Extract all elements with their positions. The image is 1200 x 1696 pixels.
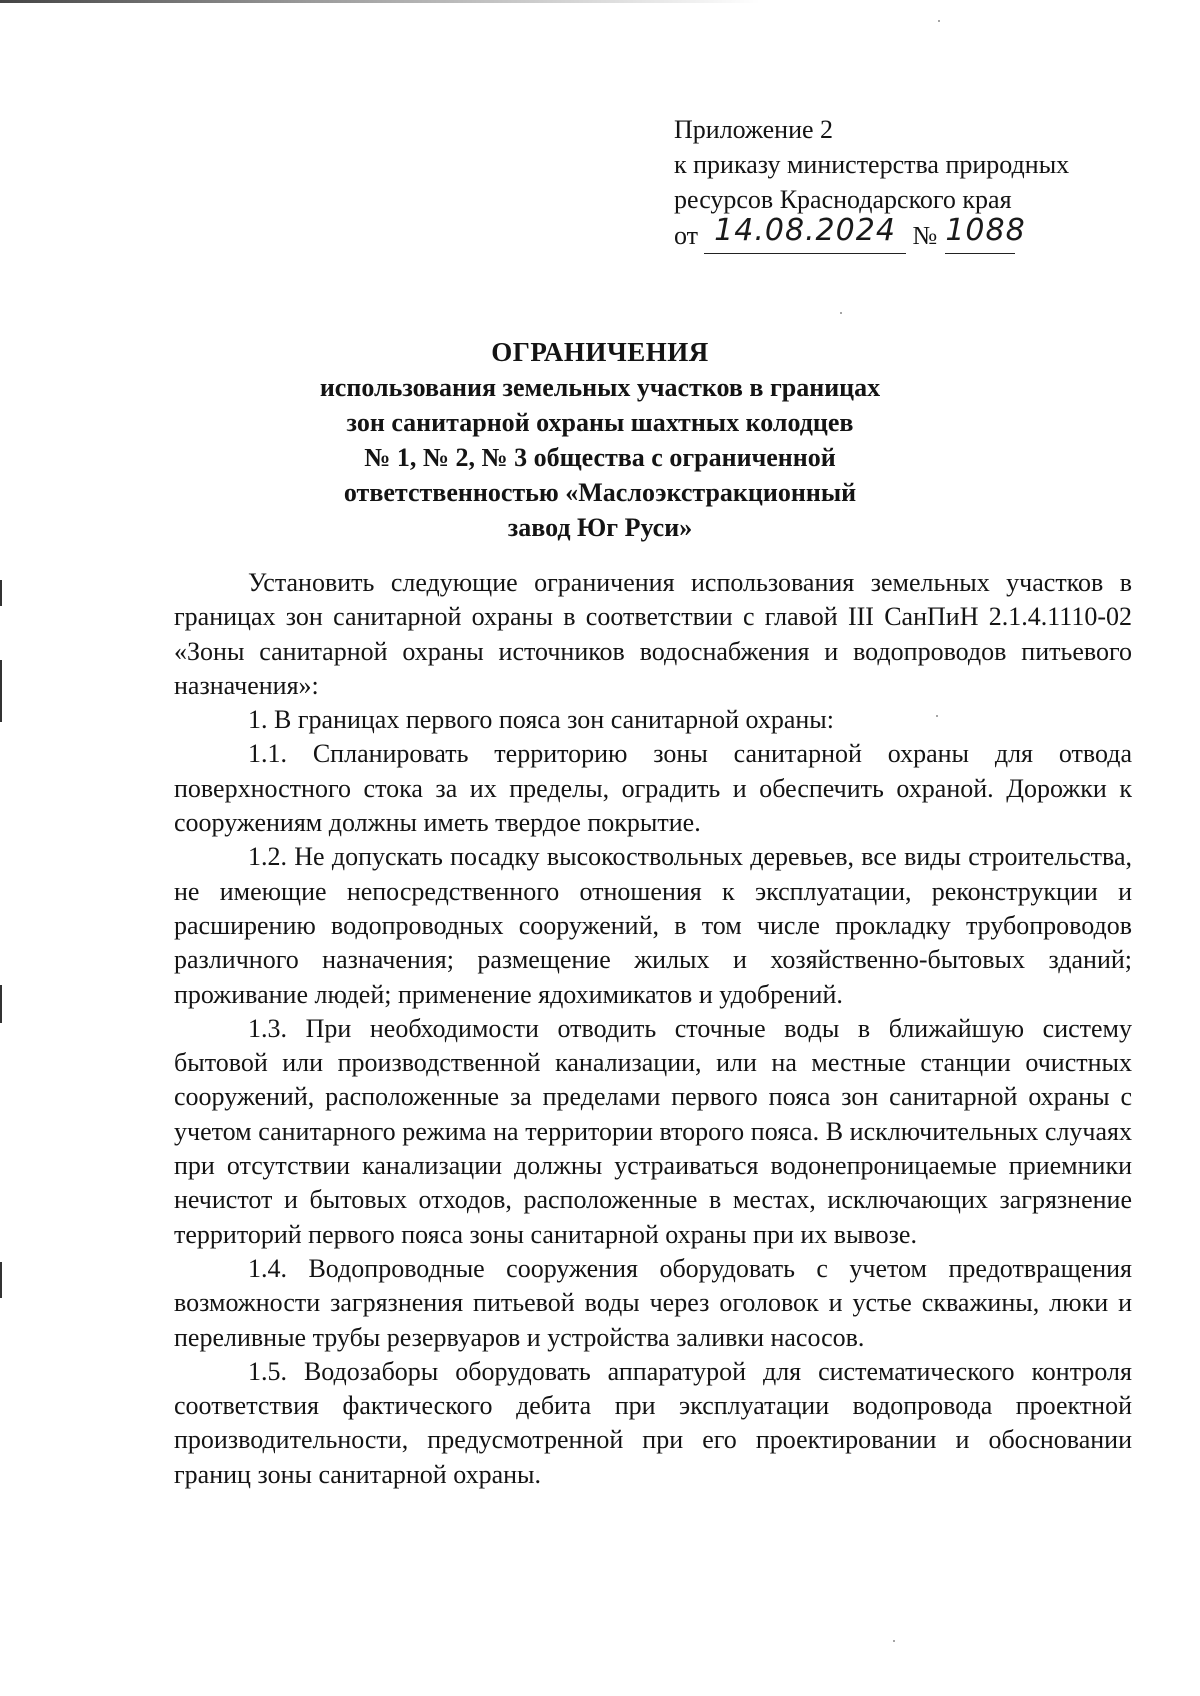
clause-1-1: 1.1. Спланировать территорию зоны санитарной охраны для отвода поверхностного стока за их пределы, оградить и обеспечить охраной. Дорожки к сооружениям должны иметь твердое покрытие. bbox=[174, 739, 1132, 838]
order-number-field bbox=[945, 213, 1026, 254]
title-line: ответственностью «Маслоэкстракционный bbox=[343, 478, 857, 507]
scan-artifact-left-edge bbox=[0, 660, 2, 722]
appendix-ministry: ресурсов Краснодарского края bbox=[674, 185, 1012, 214]
scan-artifact-top-line bbox=[0, 0, 760, 3]
clause-1-2: 1.2. Не допускать посадку высокоствольных деревьев, все виды строительства, не имеющие непосредственного отношения к эксплуатации, реконструкции и расширению водопроводных сооружений, в том числе прокладку трубопроводов различного назначения; размещение жилых и хозяйственно-бытовых зданий; проживание людей; применение ядохимикатов и удобрений. bbox=[174, 842, 1132, 1009]
scan-artifact-left-edge bbox=[0, 1262, 2, 1298]
title-line: завод Юг Руси» bbox=[507, 513, 693, 542]
from-label: от bbox=[674, 221, 699, 250]
scan-speck bbox=[893, 1640, 895, 1642]
appendix-number: Приложение 2 bbox=[674, 115, 834, 144]
section-1-heading: 1. В границах первого пояса зон санитарной охраны: bbox=[248, 705, 834, 735]
title-line: № 1, № 2, № 3 общества с ограниченной bbox=[364, 443, 836, 472]
date-field bbox=[704, 213, 906, 254]
scan-artifact-left-edge bbox=[0, 580, 2, 606]
intro-paragraph: Установить следующие ограничения использования земельных участков в границах зон санитарной охраны в соответствии с главой III СанПиН 2.1.4.1110-02 «Зоны санитарной охраны источников водоснабжения и водопроводов питьевого назначения»: bbox=[174, 568, 1132, 700]
clause-1-5: 1.5. Водозаборы оборудовать аппаратурой для систематического контроля соответствия фактического дебита при эксплуатации водопровода проектной производительности, предусмотренной при его проектировании и обосновании границ зоны санитарной охраны. bbox=[174, 1356, 1132, 1489]
title-line: зон санитарной охраны шахтных колодцев bbox=[346, 408, 854, 437]
document-body bbox=[174, 566, 1132, 1492]
clause-1-4: 1.4. Водопроводные сооружения оборудовать с учетом предотвращения возможности загрязнения питьевой воды через оголовок и устье скважины, люки и переливные трубы резервуаров и устройства заливки насосов. bbox=[174, 1253, 1132, 1352]
appendix-date-number-line bbox=[674, 213, 1069, 254]
appendix-block bbox=[674, 112, 1069, 254]
clause-1-3: 1.3. При необходимости отводить сточные воды в ближайшую систему бытовой или производственной канализации, или на местные станции очистных сооружений, расположенные за пределами первого пояса зон санитарной охраны с учетом санитарного режима на территории второго пояса. В исключительных случаях при отсутствии канализации должны устраиваться водонепроницаемые приемники нечистот и бытовых отходов, расположенные в местах, исключающих загрязнение территорий первого пояса зоны санитарной охраны при их вывозе. bbox=[174, 1013, 1132, 1249]
handwritten-number: 1088 bbox=[945, 213, 1026, 248]
number-label: № bbox=[912, 221, 938, 250]
title-line: использования земельных участков в границах bbox=[319, 373, 881, 402]
title-main: ОГРАНИЧЕНИЯ bbox=[491, 337, 709, 367]
scan-speck bbox=[938, 20, 940, 22]
scan-artifact-left-edge bbox=[0, 985, 2, 1023]
handwritten-date: 14.08.2024 bbox=[714, 213, 896, 248]
document-title bbox=[300, 335, 900, 545]
appendix-order-ref: к приказу министерства природных bbox=[674, 150, 1070, 179]
scan-speck bbox=[840, 312, 842, 314]
